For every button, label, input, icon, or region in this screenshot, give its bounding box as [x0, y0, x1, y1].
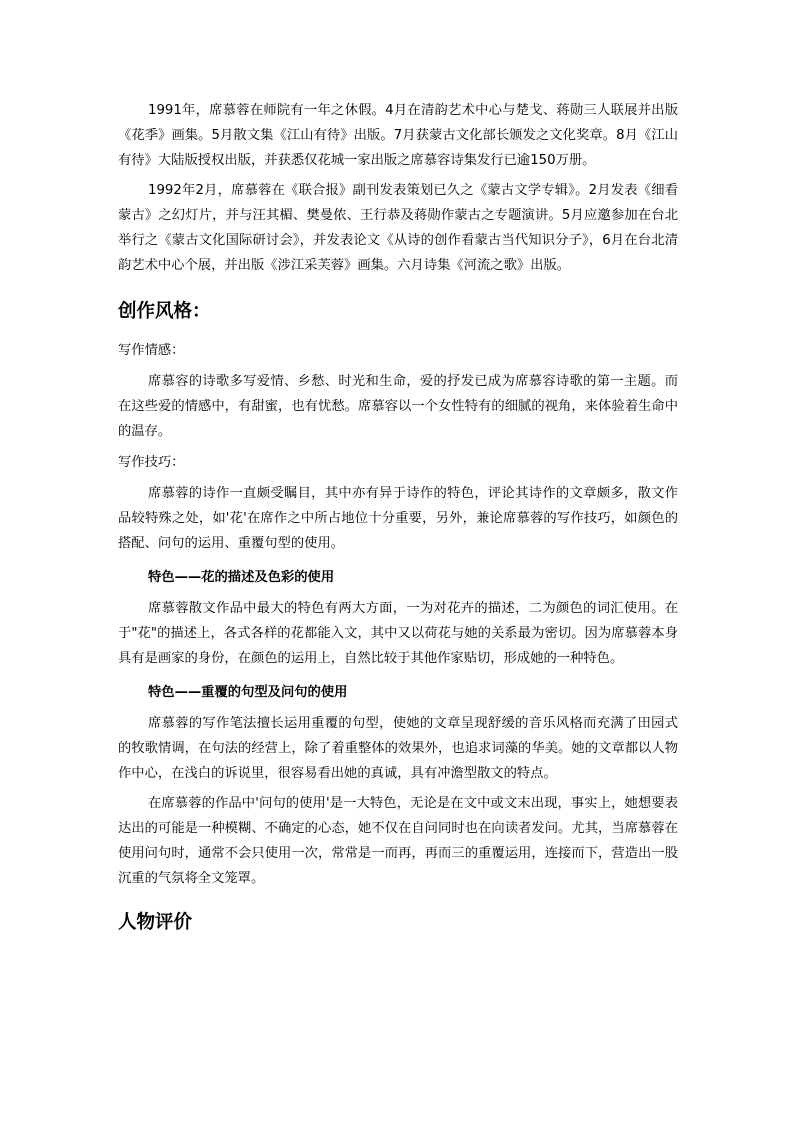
- label-writing-technique: 写作技巧：: [118, 455, 185, 470]
- subheading-feature-repetition-questions: 特色——重覆的句型及问句的使用: [148, 685, 348, 700]
- section-heading-evaluation: 人物评价: [118, 912, 193, 933]
- section-heading-style: 创作风格：: [118, 301, 211, 322]
- paragraph-writing-technique: 席慕蓉的诗作一直颇受瞩目，其中亦有异于诗作的特色，评论其诗作的文章颇多，散文作品较特殊之处，如'花'在席作之中所占地位十分重要，另外，兼论席慕蓉的写作技巧，如颜色的搭配、问句的运用、重覆句型的使用。: [118, 486, 678, 551]
- document-page: [118, 98, 678, 937]
- paragraph-1991: 1991年，席慕蓉在师院有一年之休假。4月在清韵艺术中心与楚戈、蒋勋三人联展并出版《花季》画集。5月散文集《江山有待》出版。7月获蒙古文化部长颁发之文化奖章。8月《江山有待》大陆版授权出版，并获悉仅花城一家出版之席慕容诗集发行已逾150万册。: [118, 103, 678, 168]
- label-writing-emotion: 写作情感：: [118, 343, 185, 358]
- paragraph-feature-questions: 在席慕蓉的作品中'问句的使用'是一大特色，无论是在文中或文末出现，事实上，她想要表达出的可能是一种模糊、不确定的心态，她不仅在自问同时也在向读者发问。尤其，当席慕蓉在使用问句时，通常不会只使用一次，常常是一而再，再而三的重覆运用，连接而下，营造出一股沉重的气氛将全文笼罩。: [118, 796, 678, 886]
- paragraph-writing-emotion: 席慕容的诗歌多写爱情、乡愁、时光和生命，爱的抒发已成为席慕容诗歌的第一主题。而在这些爱的情感中，有甜蜜，也有忧愁。席慕容以一个女性特有的细腻的视角，来体验着生命中的温存。: [118, 374, 678, 439]
- paragraph-feature-flowers-colors: 席慕蓉散文作品中最大的特色有两大方面，一为对花卉的描述，二为颜色的词汇使用。在于"花"的描述上，各式各样的花都能入文，其中又以荷花与她的关系最为密切。因为席慕蓉本身具有是画家的身份，在颜色的运用上，自然比较于其他作家贴切，形成她的一种特色。: [118, 601, 678, 666]
- paragraph-1992: 1992年2月，席慕蓉在《联合报》副刊发表策划已久之《蒙古文学专辑》。2月发表《细看蒙古》之幻灯片，并与汪其楣、樊曼侬、王行恭及蒋勋作蒙古之专题演讲。5月应邀参加在台北举行之《蒙古文化国际研讨会》，并发表论文《从诗的创作看蒙古当代知识分子》，6月在台北清韵艺术中心个展，并出版《涉江采芙蓉》画集。六月诗集《河流之歌》出版。: [118, 183, 678, 273]
- paragraph-feature-repetition: 席慕蓉的写作笔法擅长运用重覆的句型，使她的文章呈现舒缓的音乐风格而充满了田园式的牧歌情调，在句法的经营上，除了着重整体的效果外，也追求词藻的华美。她的文章都以人物作中心，在浅白的诉说里，很容易看出她的真诚，具有冲澹型散文的特点。: [118, 716, 678, 781]
- subheading-feature-flowers-colors: 特色——花的描述及色彩的使用: [148, 570, 335, 585]
